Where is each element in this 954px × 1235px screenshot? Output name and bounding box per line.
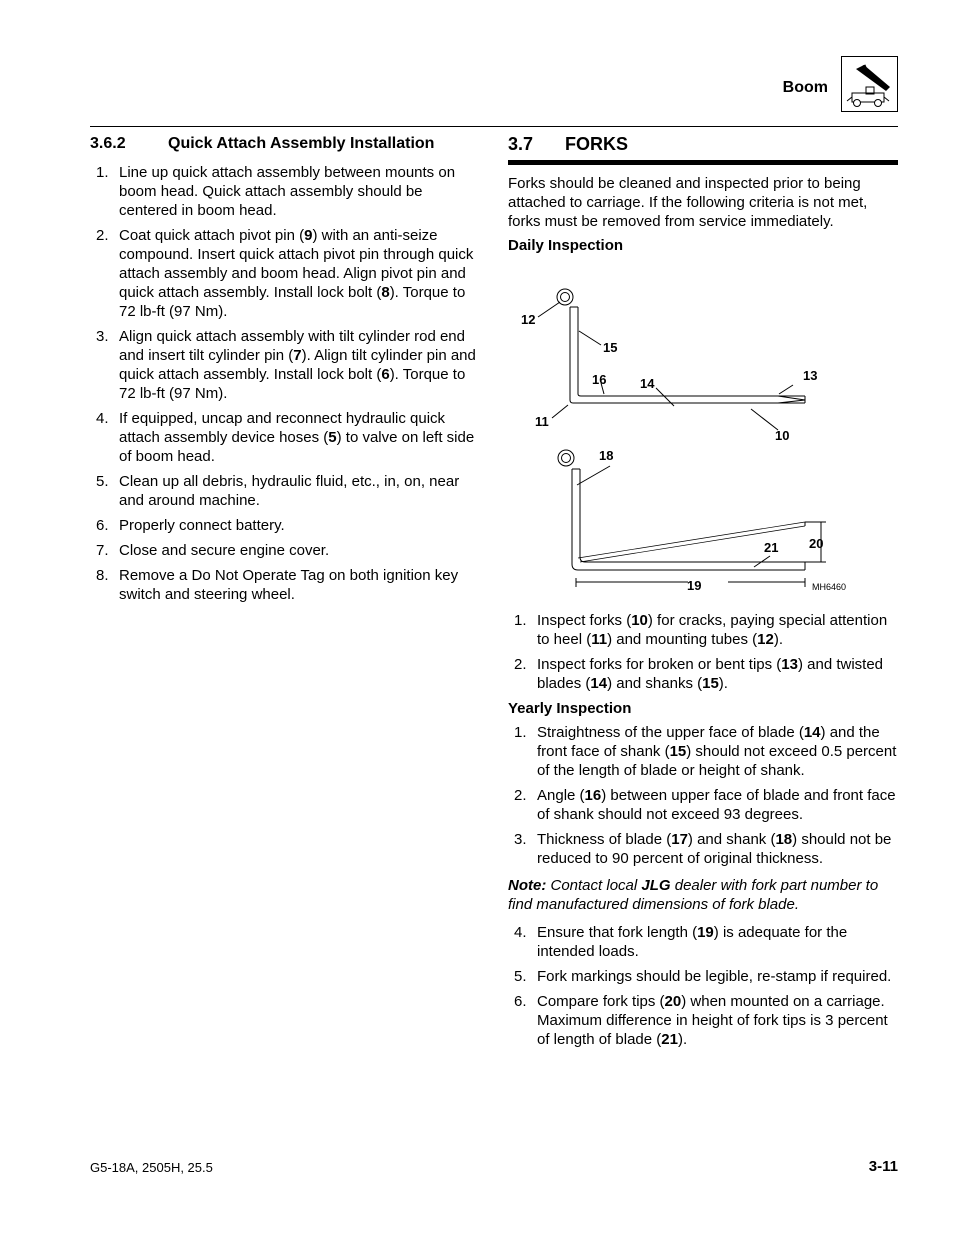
text-run: ) and shanks ( (607, 675, 703, 692)
bold-text: 11 (591, 631, 608, 648)
installation-steps (90, 163, 480, 610)
list-item (508, 967, 900, 986)
bold-text: 10 (631, 612, 648, 629)
text-run: Properly connect battery. (119, 517, 285, 534)
text-run: Inspect forks for broken or bent tips ( (537, 656, 782, 673)
page-number: 3-11 (868, 1158, 898, 1175)
text-run: Fork markings should be legible, re-stamp if required. (537, 968, 892, 985)
heading-title: FORKS (565, 134, 628, 154)
header-rule (90, 126, 898, 127)
daily-inspection-heading: Daily Inspection (508, 237, 624, 254)
list-item (508, 992, 900, 1049)
text-run: Compare fork tips ( (537, 993, 665, 1010)
list-item (90, 409, 480, 466)
step-number: 7. (96, 542, 109, 559)
note-paragraph (508, 876, 900, 914)
text-run: ). (677, 1031, 688, 1048)
list-item (508, 611, 900, 649)
text-run: ) and mounting tubes ( (607, 631, 758, 648)
bold-text: 20 (664, 993, 682, 1010)
step-number: 1. (96, 164, 109, 181)
list-item (508, 723, 900, 780)
text-run: Close and secure engine cover. (119, 542, 330, 559)
forks-intro: Forks should be cleaned and inspected prior to being attached to carriage. If the following criteria is not met, forks must be removed from service immediately. (508, 175, 868, 230)
text-run: ). Torque to 72 lb-ft (97 Nm). (119, 366, 466, 402)
bold-text: 15 (669, 743, 687, 760)
text-run: ) and shank ( (687, 831, 776, 848)
section-title: Boom (782, 79, 828, 96)
bold-text: 5 (328, 429, 337, 446)
list-item (90, 226, 480, 321)
text-run: ). Align tilt cylinder pin and quick attach assembly. Install lock bolt ( (119, 347, 476, 383)
text-run: If equipped, uncap and reconnect hydraulic quick attach assembly device hoses ( (119, 410, 446, 446)
step-number: 1. (514, 612, 527, 629)
step-number: 1. (514, 724, 527, 741)
bold-text: 14 (803, 724, 821, 741)
step-number: 5. (514, 968, 527, 985)
fork-diagram (508, 280, 900, 600)
text-run: ). (773, 631, 784, 648)
callout-label: 10 (775, 428, 790, 443)
boom-machine-icon (841, 56, 898, 112)
text-run: Angle ( (537, 787, 585, 804)
callout-label: 11 (535, 414, 549, 429)
bold-text: 14 (590, 675, 608, 692)
list-item (508, 830, 900, 868)
step-number: 3. (96, 328, 109, 345)
list-item (90, 566, 480, 604)
callout-label: 16 (592, 372, 607, 387)
step-number: 4. (96, 410, 109, 427)
bold-text: JLG (641, 877, 671, 894)
document-code: G5-18A, 2505H, 25.5 (90, 1160, 213, 1175)
text-run: ) should not exceed 0.5 percent of the length of blade or height of shank. (537, 743, 897, 779)
step-number: 6. (514, 993, 527, 1010)
list-item (508, 655, 900, 693)
text-run: Contact local (546, 877, 642, 894)
step-number: 3. (514, 831, 527, 848)
section-heading-quick-attach (90, 135, 434, 153)
figure-code: MH6460 (812, 582, 847, 592)
heading-title: Quick Attach Assembly Installation (168, 135, 435, 152)
text-run: ) between upper face of blade and front face of shank should not exceed 93 degrees. (537, 787, 896, 823)
text-run: Inspect forks ( (537, 612, 632, 629)
callout-label: 20 (809, 536, 824, 551)
text-run: ). (718, 675, 728, 692)
list-item (90, 327, 480, 403)
callout-label: 14 (640, 376, 655, 391)
step-number: 4. (514, 924, 527, 941)
text-run: ) when mounted on a carriage. Maximum difference in height of fork tips is 3 percent of length of blade ( (537, 993, 888, 1048)
list-item (508, 786, 900, 824)
text-run: Align quick attach assembly with tilt cylinder rod end and insert tilt cylinder pin ( (119, 328, 465, 364)
text-run: ) and the front face of shank ( (537, 724, 880, 760)
text-run: ). Torque to 72 lb-ft (97 Nm). (119, 284, 466, 320)
bold-text: 8 (381, 284, 390, 301)
bold-text: 13 (781, 656, 798, 673)
text-run: ) to valve on left side of boom head. (119, 429, 475, 465)
text-run: ) is adequate for the intended loads. (537, 924, 848, 960)
heading-number: 3.6.2 (90, 135, 126, 152)
text-run: ) should not be reduced to 90 percent of original thickness. (537, 831, 892, 867)
bold-text: Note: (508, 877, 547, 894)
bold-text: 9 (304, 227, 313, 244)
step-number: 2. (96, 227, 109, 244)
callout-label: 18 (599, 448, 614, 463)
section-heading-forks (508, 134, 628, 155)
text-run: ) for cracks, paying special attention to heel ( (537, 612, 888, 648)
text-run: Line up quick attach assembly between mounts on boom head. Quick attach assembly should be centered in boom head. (119, 164, 456, 219)
text-run: Ensure that fork length ( (537, 924, 698, 941)
text-run: Straightness of the upper face of blade ( (537, 724, 804, 741)
text-run: dealer with fork part number to find manufactured dimensions of fork blade. (508, 877, 879, 913)
text-run: Clean up all debris, hydraulic fluid, etc., in, on, near and around machine. (119, 473, 460, 509)
callout-label: 21 (764, 540, 779, 555)
list-item (90, 472, 480, 510)
text-run: Thickness of blade ( (537, 831, 672, 848)
list-item (90, 541, 480, 560)
step-number: 5. (96, 473, 109, 490)
yearly-inspection-steps-continued (508, 923, 900, 1055)
callout-label: 12 (521, 312, 536, 327)
text-run: ) with an anti-seize compound. Insert quick attach pivot pin through quick attach assembly and boom head. Align pivot pin and quick attach assembly. Install lock bolt ( (119, 227, 474, 301)
callout-label: 19 (687, 578, 702, 593)
bold-text: 18 (775, 831, 793, 848)
bold-text: 7 (293, 347, 302, 364)
yearly-inspection-steps (508, 723, 900, 874)
text-run: ) and twisted blades ( (537, 656, 884, 692)
bold-text: 12 (757, 631, 774, 648)
lower-fork-drawing (558, 450, 826, 587)
list-item (90, 516, 480, 535)
bold-text: 17 (671, 831, 688, 848)
yearly-inspection-heading: Yearly Inspection (508, 700, 632, 717)
list-item (90, 163, 480, 220)
step-number: 6. (96, 517, 109, 534)
bold-text: 19 (697, 924, 714, 941)
callout-label: 13 (803, 368, 818, 383)
step-number: 8. (96, 567, 109, 584)
step-number: 2. (514, 656, 527, 673)
text-run: Remove a Do Not Operate Tag on both ignition key switch and steering wheel. (119, 567, 459, 603)
bold-text: 21 (661, 1031, 678, 1048)
callout-label: 15 (603, 340, 618, 355)
bold-text: 16 (584, 787, 602, 804)
step-number: 2. (514, 787, 527, 804)
list-item (508, 923, 900, 961)
heading-rule (508, 160, 898, 165)
text-run: Coat quick attach pivot pin ( (119, 227, 305, 244)
leader-lines (538, 302, 793, 567)
heading-number: 3.7 (508, 134, 534, 154)
daily-inspection-steps (508, 611, 900, 699)
bold-text: 6 (381, 366, 390, 383)
bold-text: 15 (702, 675, 719, 692)
